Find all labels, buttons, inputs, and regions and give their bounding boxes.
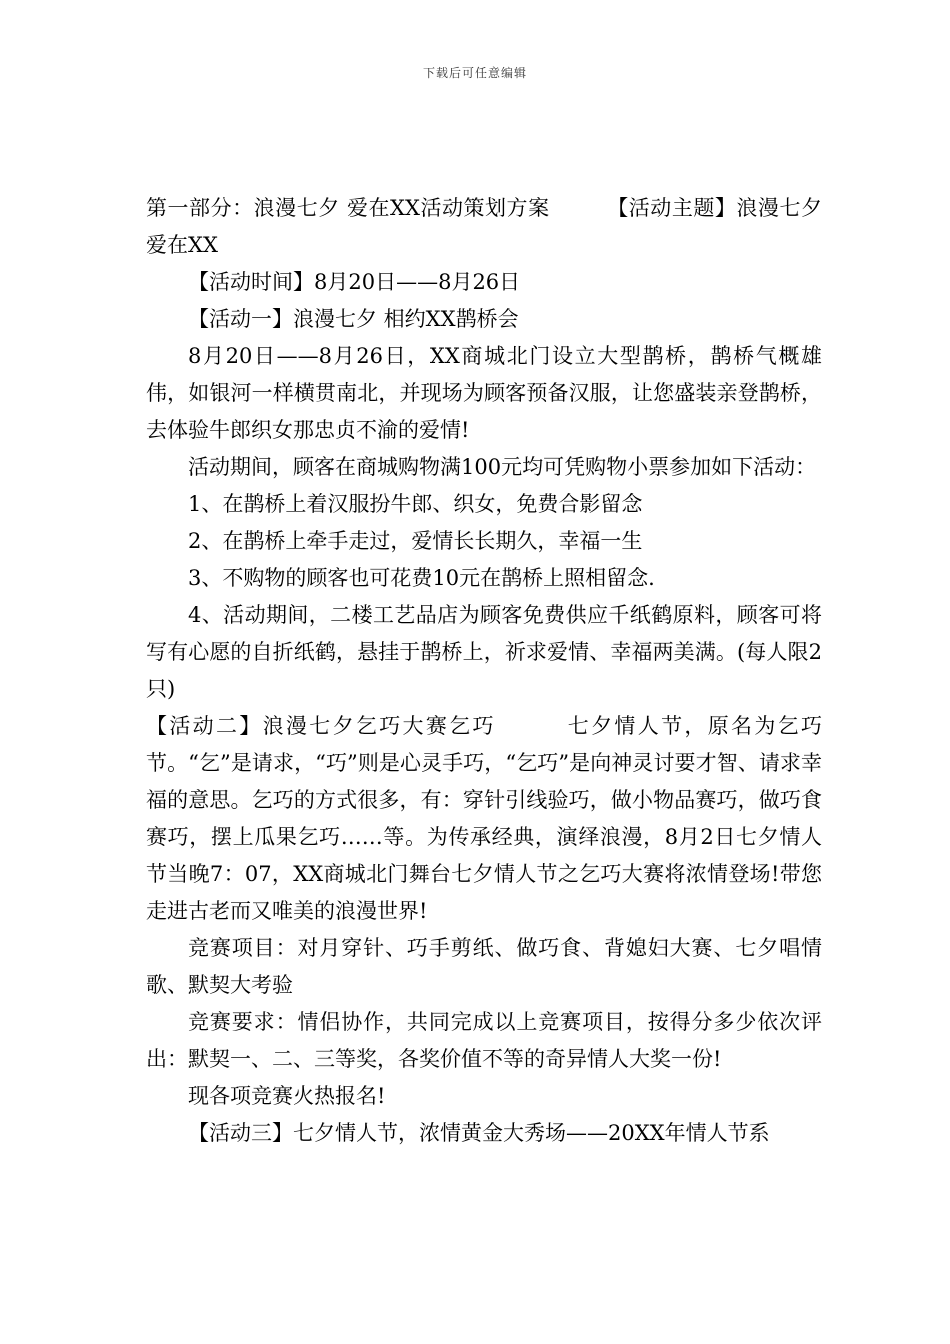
page-header: 下载后可任意编辑 (422, 66, 527, 80)
list-item: 1、在鹊桥上着汉服扮牛郎、织女，免费合影留念 (188, 492, 643, 516)
paragraph: 竞赛要求：情侣协作，共同完成以上竞赛项目，按得分多少依次评出：默契一、二、三等奖，各奖价值不等的奇异情人大奖一份! (146, 1010, 822, 1071)
paragraph: 【活动二】浪漫七夕乞巧大赛乞巧 七夕情人节，原名为乞巧节。“乞”是请求，“巧”则是心灵手巧，“乞巧”是向神灵讨要才智、请求幸福的意思。乞巧的方式很多，有：穿针引线验巧，做小物品赛巧，做巧食赛巧，摆上瓜果乞巧……等。为传承经典，演绎浪漫，8月2日七夕情人节当晚7：07，XX商城北门舞台七夕情人节之乞巧大赛将浓情登场!带您走进古老而又唯美的浪漫世界! (146, 714, 822, 923)
paragraph: 【活动三】七夕情人节，浓情黄金大秀场——20XX年情人节系 (188, 1121, 770, 1145)
document-body (146, 190, 829, 1152)
paragraph: 【活动一】浪漫七夕 相约XX鹊桥会 (188, 307, 519, 331)
list-item: 3、不购物的顾客也可花费10元在鹊桥上照相留念. (188, 566, 655, 590)
list-item: 4、活动期间，二楼工艺品店为顾客免费供应千纸鹤原料，顾客可将写有心愿的自折纸鹤，悬挂于鹊桥上，祈求爱情、幸福两美满。(每人限2只) (146, 603, 822, 701)
paragraph: 【活动时间】8月20日——8月26日 (188, 270, 521, 294)
paragraph: 活动期间，顾客在商城购物满100元均可凭购物小票参加如下活动： (188, 455, 817, 479)
paragraph: 8月20日——8月26日，XX商城北门设立大型鹊桥，鹊桥气概雄伟，如银河一样横贯南北，并现场为顾客预备汉服，让您盛装亲登鹊桥，去体验牛郎织女那忠贞不渝的爱情! (146, 344, 822, 442)
paragraph: 第一部分：浪漫七夕 爱在XX活动策划方案 【活动主题】浪漫七夕 爱在XX (146, 196, 829, 257)
paragraph: 现各项竞赛火热报名! (188, 1084, 386, 1108)
list-item: 2、在鹊桥上牵手走过，爱情长长期久，幸福一生 (188, 529, 643, 553)
paragraph: 竞赛项目：对月穿针、巧手剪纸、做巧食、背媳妇大赛、七夕唱情歌、默契大考验 (146, 936, 822, 997)
